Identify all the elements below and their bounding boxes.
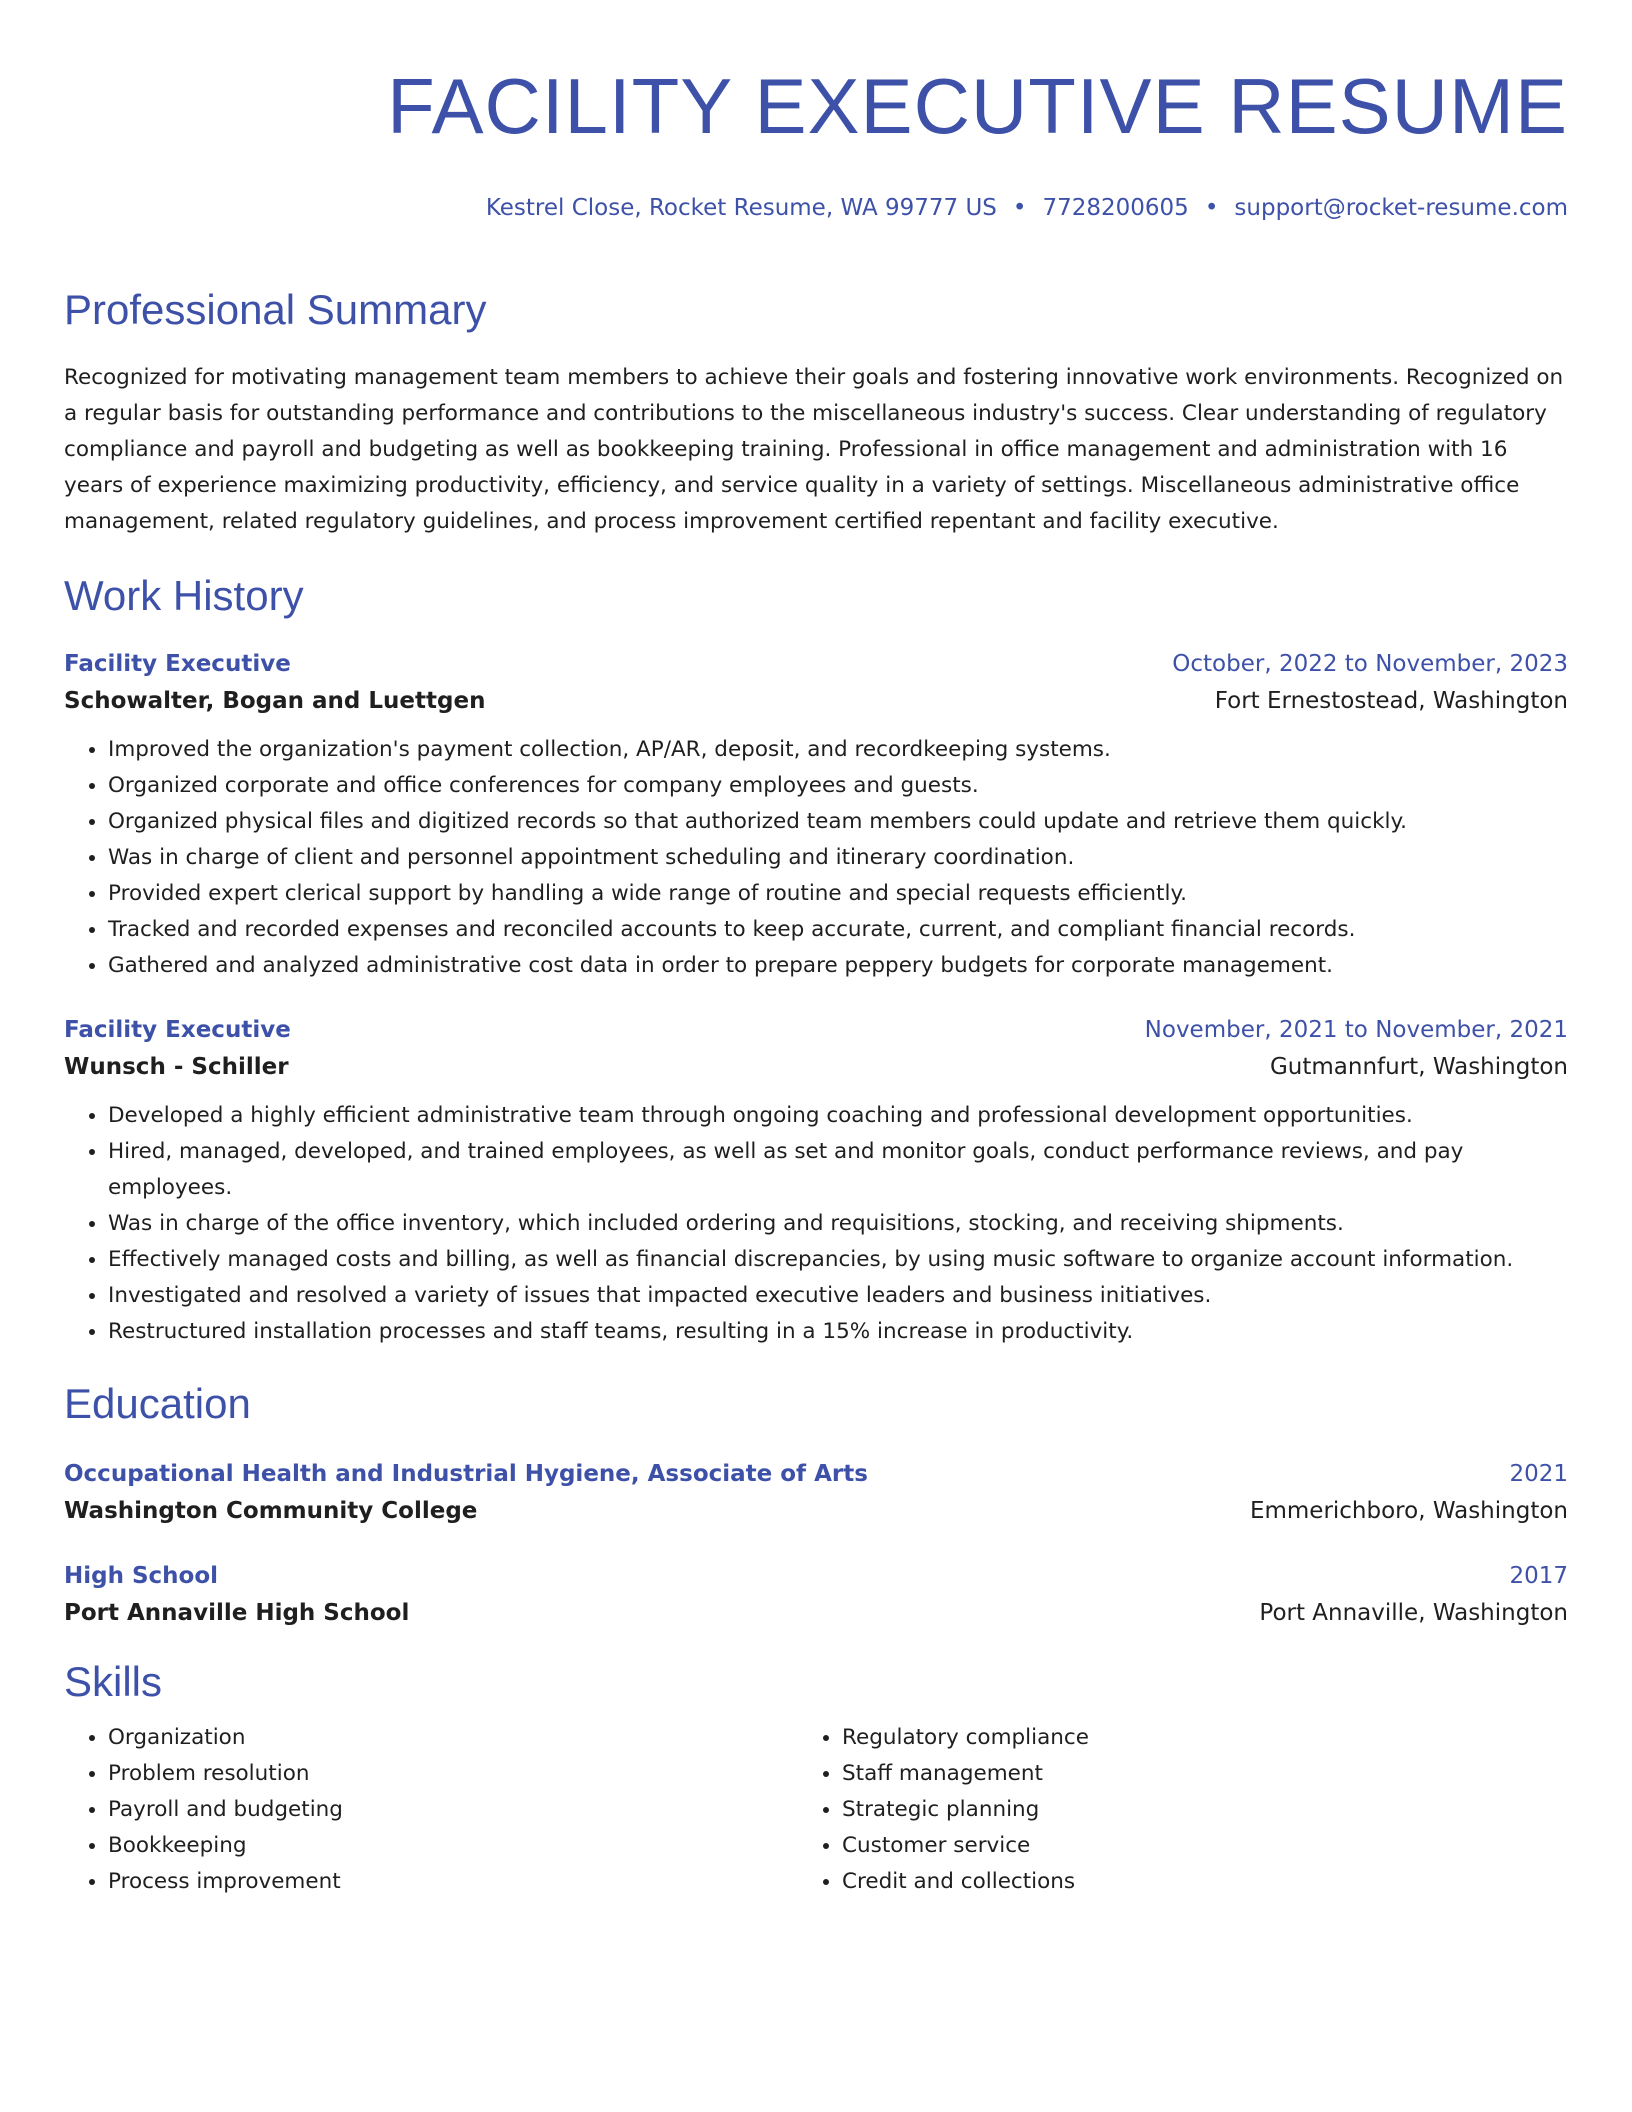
list-item: • Improved the organization's payment collection, AP/AR, deposit, and recordkeeping systems. (108, 732, 1568, 768)
skill-item: • Credit and collections (842, 1864, 1542, 1900)
list-item: • Investigated and resolved a variety of issues that impacted executive leaders and business initiatives. (108, 1278, 1568, 1314)
skills-column-right (798, 1720, 1542, 1900)
email-link[interactable]: support@rocket-resume.com (1234, 195, 1568, 221)
education-entry (64, 1456, 1568, 1530)
job-bullets (64, 732, 1568, 984)
list-item: • Organized corporate and office conferences for company employees and guests. (108, 768, 1568, 804)
list-item: • Was in charge of client and personnel appointment scheduling and itinerary coordination. (108, 840, 1568, 876)
list-item: • Provided expert clerical support by handling a wide range of routine and special requests efficiently. (108, 876, 1568, 912)
job-bullets (64, 1098, 1568, 1350)
skill-item: • Process improvement (108, 1864, 798, 1900)
skill-item: • Problem resolution (108, 1756, 798, 1792)
phone: 7728200605 (1042, 195, 1189, 221)
job-title: Facility Executive (64, 1017, 291, 1043)
separator-2: • (1204, 195, 1219, 221)
job-location: Fort Ernestostead, Washington (1214, 688, 1568, 714)
job-location: Gutmannfurt, Washington (1269, 1054, 1568, 1080)
education-heading: Education (64, 1380, 251, 1427)
skill-item: • Staff management (842, 1756, 1542, 1792)
school-name: Port Annaville High School (64, 1600, 410, 1626)
company-name: Wunsch - Schiller (64, 1054, 289, 1080)
skill-item: • Regulatory compliance (842, 1720, 1542, 1756)
summary-text: Recognized for motivating management team members to achieve their goals and fostering innovative work environments. Recognized on a regular basis for outstanding performance and contributions to the miscellaneous industry's success. Clear understanding of regulatory compliance and payroll and budgeting as well as bookkeeping training. Professional in office management and administration with 16 years of experience maximizing productivity, efficiency, and service quality in a variety of settings. Miscellaneous administrative office management, related regulatory guidelines, and process improvement certified repentant and facility executive. (64, 365, 1564, 534)
skill-item: • Bookkeeping (108, 1828, 798, 1864)
list-item: • Restructured installation processes and staff teams, resulting in a 15% increase in productivity. (108, 1314, 1568, 1350)
skill-item: • Strategic planning (842, 1792, 1542, 1828)
job-dates: October, 2022 to November, 2023 (1172, 651, 1568, 677)
list-item: • Organized physical files and digitized records so that authorized team members could update and retrieve them quickly. (108, 804, 1568, 840)
skill-item: • Customer service (842, 1828, 1542, 1864)
list-item: • Effectively managed costs and billing, as well as financial discrepancies, by using music software to organize account information. (108, 1242, 1568, 1278)
school-location: Port Annaville, Washington (1259, 1600, 1568, 1626)
degree: High School (64, 1563, 219, 1589)
list-item: • Hired, managed, developed, and trained employees, as well as set and monitor goals, conduct performance reviews, and pay employees. (108, 1134, 1568, 1206)
job-dates: November, 2021 to November, 2021 (1144, 1017, 1568, 1043)
list-item: • Tracked and recorded expenses and reconciled accounts to keep accurate, current, and compliant financial records. (108, 912, 1568, 948)
school-location: Emmerichboro, Washington (1249, 1498, 1568, 1524)
skill-item: • Payroll and budgeting (108, 1792, 798, 1828)
resume-title: FACILITY EXECUTIVE RESUME (387, 62, 1568, 150)
skills-list (64, 1720, 1568, 1900)
skills-column-left (64, 1720, 798, 1900)
list-item: • Was in charge of the office inventory, which included ordering and requisitions, stocking, and receiving shipments. (108, 1206, 1568, 1242)
job-entry (64, 646, 1568, 984)
education-entry (64, 1558, 1568, 1632)
school-name: Washington Community College (64, 1498, 478, 1524)
list-item: • Gathered and analyzed administrative cost data in order to prepare peppery budgets for corporate management. (108, 948, 1568, 984)
skills-heading: Skills (64, 1658, 163, 1705)
summary-heading: Professional Summary (64, 286, 487, 333)
graduation-year: 2017 (1509, 1563, 1568, 1589)
contact-line (64, 192, 1568, 224)
work-history-heading: Work History (64, 572, 304, 619)
company-name: Schowalter, Bogan and Luettgen (64, 688, 486, 714)
list-item: • Developed a highly efficient administrative team through ongoing coaching and professional development opportunities. (108, 1098, 1568, 1134)
skill-item: • Organization (108, 1720, 798, 1756)
job-title: Facility Executive (64, 651, 291, 677)
address: Kestrel Close, Rocket Resume, WA 99777 US (485, 195, 997, 221)
degree: Occupational Health and Industrial Hygiene, Associate of Arts (64, 1461, 868, 1487)
graduation-year: 2021 (1509, 1461, 1568, 1487)
separator-1: • (1012, 195, 1027, 221)
job-entry (64, 1012, 1568, 1350)
